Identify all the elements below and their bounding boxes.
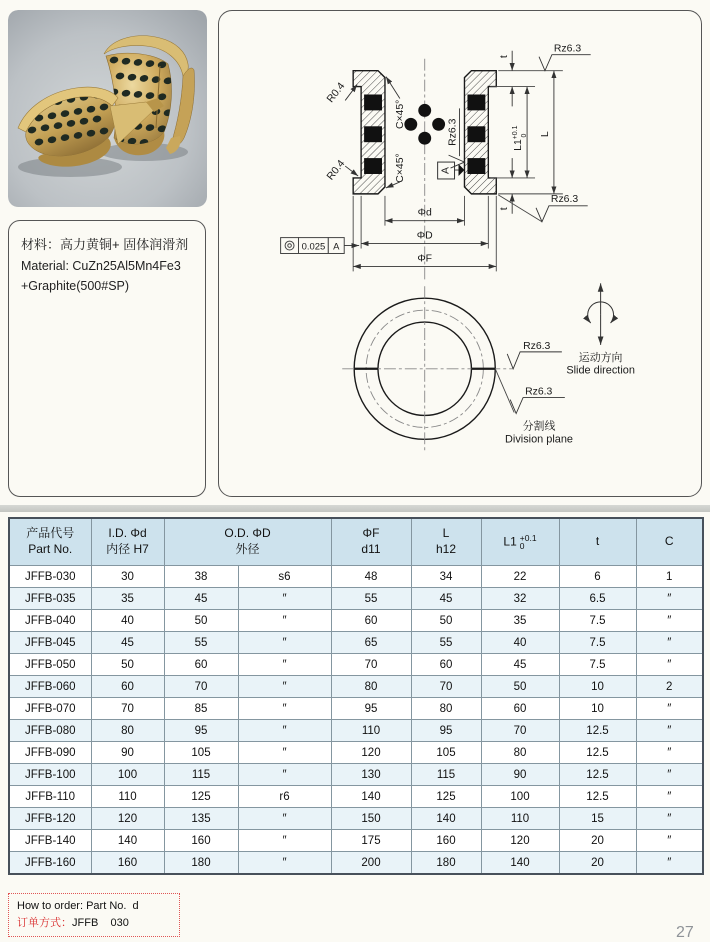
value-cell: 1 [636,566,703,588]
value-cell: 130 [331,764,411,786]
product-photo-panel [8,10,207,207]
extension-lines-right [490,71,563,194]
value-cell: 125 [164,786,238,808]
dim-label-L1 [512,125,528,150]
value-cell: 7.5 [559,610,636,632]
fillet-label-bottom: R0.4 [325,158,348,183]
value-cell: 160 [91,852,164,875]
value-cell: 7.5 [559,654,636,676]
value-cell: ″ [238,852,331,875]
part-no-cell: JFFB-120 [9,808,91,830]
part-no-cell: JFFB-140 [9,830,91,852]
value-cell: 12.5 [559,720,636,742]
dim-label-dia-F: ΦF [417,253,433,265]
value-cell: ″ [636,632,703,654]
division-plane-label-zh: 分割线 [522,420,556,433]
value-cell: 160 [164,830,238,852]
value-cell: 85 [164,698,238,720]
value-cell: 6 [559,566,636,588]
table-row [9,830,703,852]
value-cell: ″ [238,654,331,676]
value-cell: 135 [164,808,238,830]
value-cell: 50 [164,610,238,632]
value-cell: 125 [411,786,481,808]
value-cell: 160 [411,830,481,852]
chamfer-label-bottom: C×45° [394,153,406,183]
value-cell: 110 [91,786,164,808]
value-cell: 115 [411,764,481,786]
table-row [9,654,703,676]
value-cell: 40 [481,632,559,654]
section-view [281,44,591,282]
value-cell: 70 [331,654,411,676]
value-cell: 60 [411,654,481,676]
tolerance-frame [281,238,360,254]
material-line-zh: 材料：高力黄铜+ 固体润滑剂 [21,237,189,252]
value-cell: 12.5 [559,764,636,786]
svg-text:L1+0.10: $L1^{+0.1}$ 0 [512,125,529,151]
part-no-cell: JFFB-070 [9,698,91,720]
value-cell: ″ [636,808,703,830]
value-cell: 120 [331,742,411,764]
value-cell: 60 [164,654,238,676]
technical-drawing [219,11,700,495]
value-cell: 48 [331,566,411,588]
spec-table-body [9,566,703,875]
value-cell: 80 [91,720,164,742]
value-cell: 2 [636,676,703,698]
table-row [9,610,703,632]
order-value: JFFB 030 [72,916,129,929]
value-cell: ″ [636,786,703,808]
value-cell: 45 [164,588,238,610]
value-cell: 6.5 [559,588,636,610]
value-cell: ″ [238,588,331,610]
table-row [9,742,703,764]
part-no-cell: JFFB-030 [9,566,91,588]
surface-finish-bottom-right [498,194,587,222]
svg-text:Rz6.3: Rz6.3 [447,118,459,146]
part-no-cell: JFFB-100 [9,764,91,786]
value-cell: ″ [636,830,703,852]
svg-text:Rz6.3: Rz6.3 [523,340,551,352]
value-cell: 95 [331,698,411,720]
material-info-box [8,220,206,497]
part-no-cell: JFFB-035 [9,588,91,610]
value-cell: 175 [331,830,411,852]
value-cell: 15 [559,808,636,830]
surface-finish-division-2 [510,387,565,414]
value-cell: s6 [238,566,331,588]
part-no-cell: JFFB-090 [9,742,91,764]
part-no-cell: JFFB-045 [9,632,91,654]
spec-table [8,517,704,875]
value-cell: r6 [238,786,331,808]
part-no-cell: JFFB-060 [9,676,91,698]
part-no-cell: JFFB-080 [9,720,91,742]
table-row [9,698,703,720]
value-cell: 55 [164,632,238,654]
bore-surface-finish [448,108,460,156]
value-cell: 110 [481,808,559,830]
value-cell: 50 [481,676,559,698]
value-cell: 80 [481,742,559,764]
technical-drawing-panel [218,10,702,497]
value-cell: 90 [481,764,559,786]
table-row [9,764,703,786]
material-line-en: Material: CuZn25Al5Mn4Fe3 [21,258,181,273]
value-cell: 140 [331,786,411,808]
part-no-cell: JFFB-040 [9,610,91,632]
value-cell: ″ [636,764,703,786]
table-header-row [9,518,703,566]
value-cell: 60 [91,676,164,698]
how-to-order-box [8,893,180,937]
datum-letter: A [440,167,452,174]
value-cell: ″ [238,610,331,632]
value-cell: 180 [411,852,481,875]
value-cell: 34 [411,566,481,588]
slide-direction-label-zh: 运动方向 [578,351,623,364]
value-cell: ″ [636,852,703,875]
dim-label-dia-D: ΦD [416,230,433,242]
value-cell: 45 [91,632,164,654]
value-cell: 20 [559,852,636,875]
value-cell: 7.5 [559,632,636,654]
col-header-f: ΦF d11 [331,518,411,566]
col-header-l: L h12 [411,518,481,566]
value-cell: 105 [411,742,481,764]
value-cell: ″ [636,720,703,742]
value-cell: 80 [331,676,411,698]
value-cell: 12.5 [559,786,636,808]
value-cell: 50 [411,610,481,632]
part-no-cell: JFFB-160 [9,852,91,875]
value-cell: 40 [91,610,164,632]
svg-text:Rz6.3: Rz6.3 [553,43,582,55]
value-cell: 100 [481,786,559,808]
value-cell: ″ [238,764,331,786]
value-cell: 55 [411,632,481,654]
value-cell: 20 [559,830,636,852]
value-cell: 95 [411,720,481,742]
surface-finish-division-1 [507,341,562,369]
table-row [9,676,703,698]
value-cell: 35 [91,588,164,610]
flange-thickness-bottom: t [499,207,511,211]
page-number: 27 [676,924,694,941]
value-cell: 10 [559,676,636,698]
value-cell: 70 [481,720,559,742]
col-header-part-no: 产品代号 Part No. [9,518,91,566]
value-cell: 10 [559,698,636,720]
division-plane-label-en: Division plane [505,433,574,446]
col-header-od: O.D. ΦD 外径 [164,518,331,566]
value-cell: 70 [164,676,238,698]
value-cell: 80 [411,698,481,720]
col-header-l1: L1 +0.1 0 [481,518,559,566]
value-cell: 38 [164,566,238,588]
end-view [342,286,573,451]
value-cell: 100 [91,764,164,786]
value-cell: 30 [91,566,164,588]
table-row [9,786,703,808]
slide-direction-label-en: Slide direction [566,364,635,377]
section-divider [0,505,710,512]
value-cell: 70 [411,676,481,698]
value-cell: ″ [636,588,703,610]
value-cell: 105 [164,742,238,764]
value-cell: ″ [238,698,331,720]
value-cell: 65 [331,632,411,654]
order-line-en: How to order: Part No. d [17,900,139,912]
tolerance-value: 0.025 [301,241,326,253]
value-cell: 32 [481,588,559,610]
col-header-c: C [636,518,703,566]
value-cell: 60 [481,698,559,720]
value-cell: ″ [238,830,331,852]
order-line-zh [17,915,171,932]
svg-text:Rz6.3: Rz6.3 [525,386,553,398]
value-cell: 140 [481,852,559,875]
table-row [9,808,703,830]
value-cell: ″ [636,742,703,764]
value-cell: 50 [91,654,164,676]
material-line-graphite: +Graphite(500#SP) [21,278,130,293]
flange-thickness-top: t [499,55,511,59]
plug-pitch-circle [366,310,483,427]
value-cell: ″ [636,610,703,632]
value-cell: ″ [238,720,331,742]
tolerance-datum: A [333,241,340,253]
value-cell: 45 [481,654,559,676]
value-cell: 22 [481,566,559,588]
value-cell: 60 [331,610,411,632]
value-cell: ″ [238,742,331,764]
bronze-bushing-photo [8,10,207,207]
svg-text:Rz6.3: Rz6.3 [550,193,579,205]
value-cell: 70 [91,698,164,720]
chamfer-label-top: C×45° [394,99,406,130]
value-cell: 140 [411,808,481,830]
table-row [9,852,703,875]
value-cell: 90 [91,742,164,764]
dim-label-L: L [539,131,551,138]
value-cell: 35 [481,610,559,632]
surface-finish-top-right [539,44,591,71]
dim-label-dia-d: Φd [417,207,432,219]
datum-triangle-icon [459,164,465,176]
table-row [9,632,703,654]
fillet-label-top: R0.4 [325,80,348,106]
col-header-id: I.D. Φd 内径 H7 [91,518,164,566]
part-no-cell: JFFB-050 [9,654,91,676]
value-cell: 180 [164,852,238,875]
value-cell: ″ [238,808,331,830]
table-row [9,720,703,742]
part-no-cell: JFFB-110 [9,786,91,808]
value-cell: 55 [331,588,411,610]
value-cell: 120 [91,808,164,830]
order-label: 订单方式： [17,916,72,929]
slide-direction-symbol [566,283,635,376]
value-cell: 115 [164,764,238,786]
table-row [9,566,703,588]
value-cell: 200 [331,852,411,875]
value-cell: 110 [331,720,411,742]
value-cell: 120 [481,830,559,852]
table-row [9,588,703,610]
col-header-t: t [559,518,636,566]
value-cell: 45 [411,588,481,610]
value-cell: ″ [636,654,703,676]
value-cell: 150 [331,808,411,830]
value-cell: 95 [164,720,238,742]
value-cell: 12.5 [559,742,636,764]
value-cell: 140 [91,830,164,852]
value-cell: ″ [238,676,331,698]
value-cell: ″ [238,632,331,654]
value-cell: ″ [636,698,703,720]
